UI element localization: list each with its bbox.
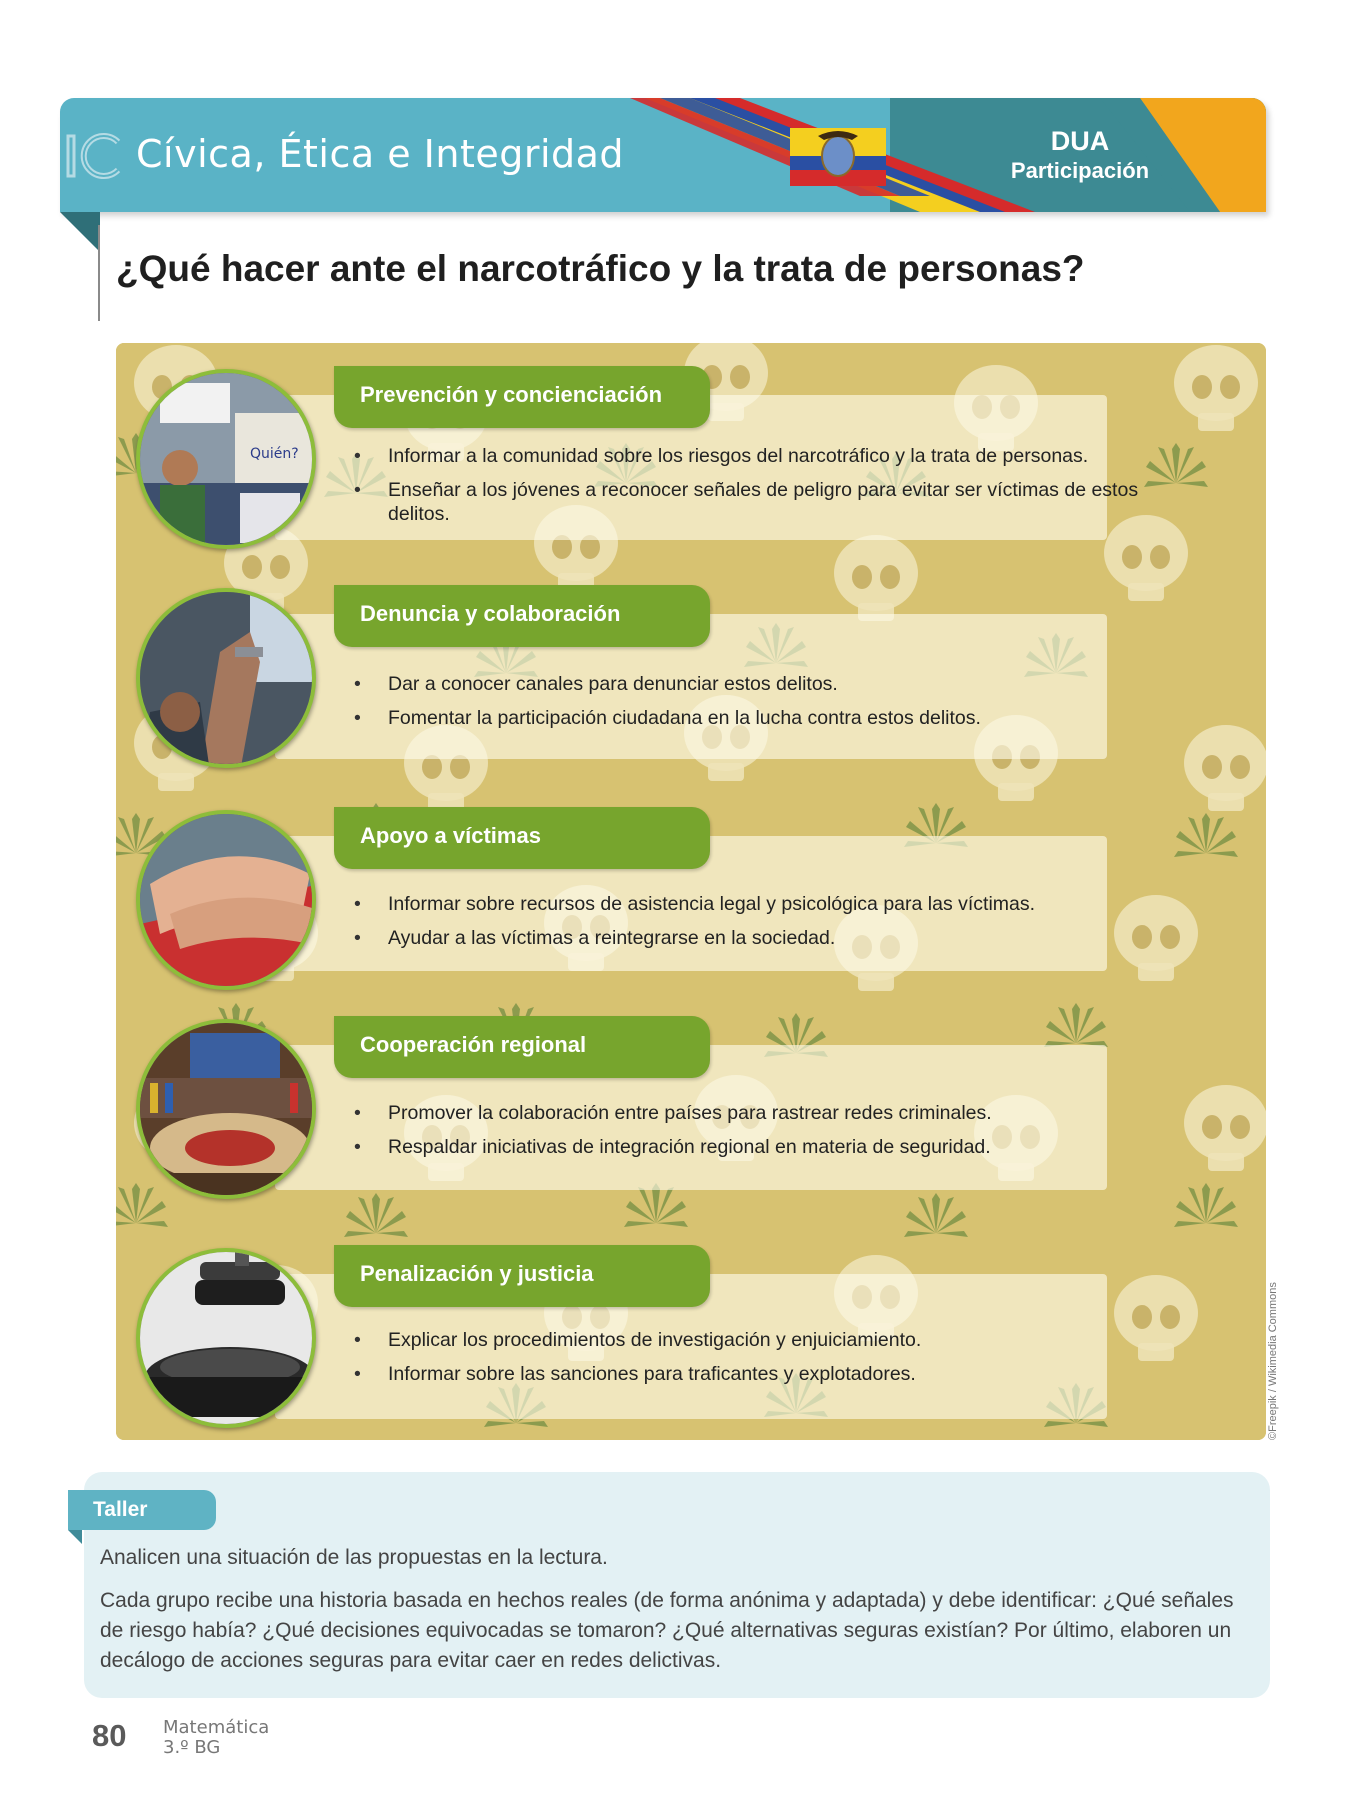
judge-gavel-photo xyxy=(136,1248,316,1428)
list-item: • Informar sobre las sanciones para traficantes y explotadores. xyxy=(354,1362,1174,1386)
page-title: ¿Qué hacer ante el narcotráfico y la trata de personas? xyxy=(116,248,1085,289)
block-title-denuncia: Denuncia y colaboración xyxy=(334,585,710,647)
block-list-apoyo xyxy=(354,892,1174,960)
regional-summit-photo xyxy=(136,1019,316,1199)
list-item: • Promover la colaboración entre países para rastrear redes criminales. xyxy=(354,1101,1174,1125)
handcuffed-hands-photo xyxy=(136,588,316,768)
helping-hands-photo xyxy=(136,810,316,990)
svg-text:Quién?: Quién? xyxy=(250,446,299,462)
subject-label xyxy=(163,1718,269,1758)
list-item: • Dar a conocer canales para denunciar estos delitos. xyxy=(354,672,1174,696)
block-list-penalizacion xyxy=(354,1328,1174,1396)
list-item: • Enseñar a los jóvenes a reconocer señales de peligro para evitar ser víctimas de estos delitos. xyxy=(354,478,1174,526)
list-item: • Respaldar iniciativas de integración regional en materia de seguridad. xyxy=(354,1135,1174,1159)
image-credit: ©Freepik / Wikimedia Commons xyxy=(1267,1282,1279,1440)
list-item: • Informar a la comunidad sobre los riesgos del narcotráfico y la trata de personas. xyxy=(354,444,1174,468)
header-fold-corner xyxy=(60,212,100,252)
block-list-cooperacion xyxy=(354,1101,1174,1169)
list-item: • Fomentar la participación ciudadana en la lucha contra estos delitos. xyxy=(354,706,1174,730)
block-title-penalizacion: Penalización y justicia xyxy=(334,1245,710,1307)
page-number: 80 xyxy=(92,1718,127,1753)
list-item: • Ayudar a las víctimas a reintegrarse en la sociedad. xyxy=(354,926,1174,950)
students-with-signs-photo xyxy=(136,369,316,549)
taller-fold-corner xyxy=(68,1530,82,1544)
ic-logo-icon xyxy=(66,128,124,184)
subject-name: Matemática xyxy=(163,1717,270,1738)
taller-instruction: Analicen una situación de las propuestas en la lectura. xyxy=(100,1546,608,1569)
dua-title: DUA xyxy=(1050,126,1110,156)
taller-activity: Cada grupo recibe una historia basada en hechos reales (de forma anónima y adaptada) y debe identificar: ¿Qué señales de riesgo había? ¿Qué decisiones equivocadas se tomaron? ¿Qué alternativas seguras existían? Por último, elaboren un decálogo de acciones seguras para evitar caer en redes delictivas. xyxy=(100,1589,1234,1672)
list-item: • Explicar los procedimientos de investigación y enjuiciamiento. xyxy=(354,1328,1174,1352)
dua-subtitle: Participación xyxy=(1010,158,1150,183)
title-rule xyxy=(98,225,100,321)
taller-label: Taller xyxy=(68,1490,216,1530)
grade-label: 3.º BG xyxy=(163,1737,221,1758)
block-list-prevencion xyxy=(354,444,1174,536)
block-title-apoyo: Apoyo a víctimas xyxy=(334,807,710,869)
block-title-cooperacion: Cooperación regional xyxy=(334,1016,710,1078)
block-title-prevencion: Prevención y concienciación xyxy=(334,366,710,428)
block-list-denuncia xyxy=(354,672,1174,740)
list-item: • Informar sobre recursos de asistencia legal y psicológica para las víctimas. xyxy=(354,892,1174,916)
section-title: Cívica, Ética e Integridad xyxy=(136,132,625,176)
